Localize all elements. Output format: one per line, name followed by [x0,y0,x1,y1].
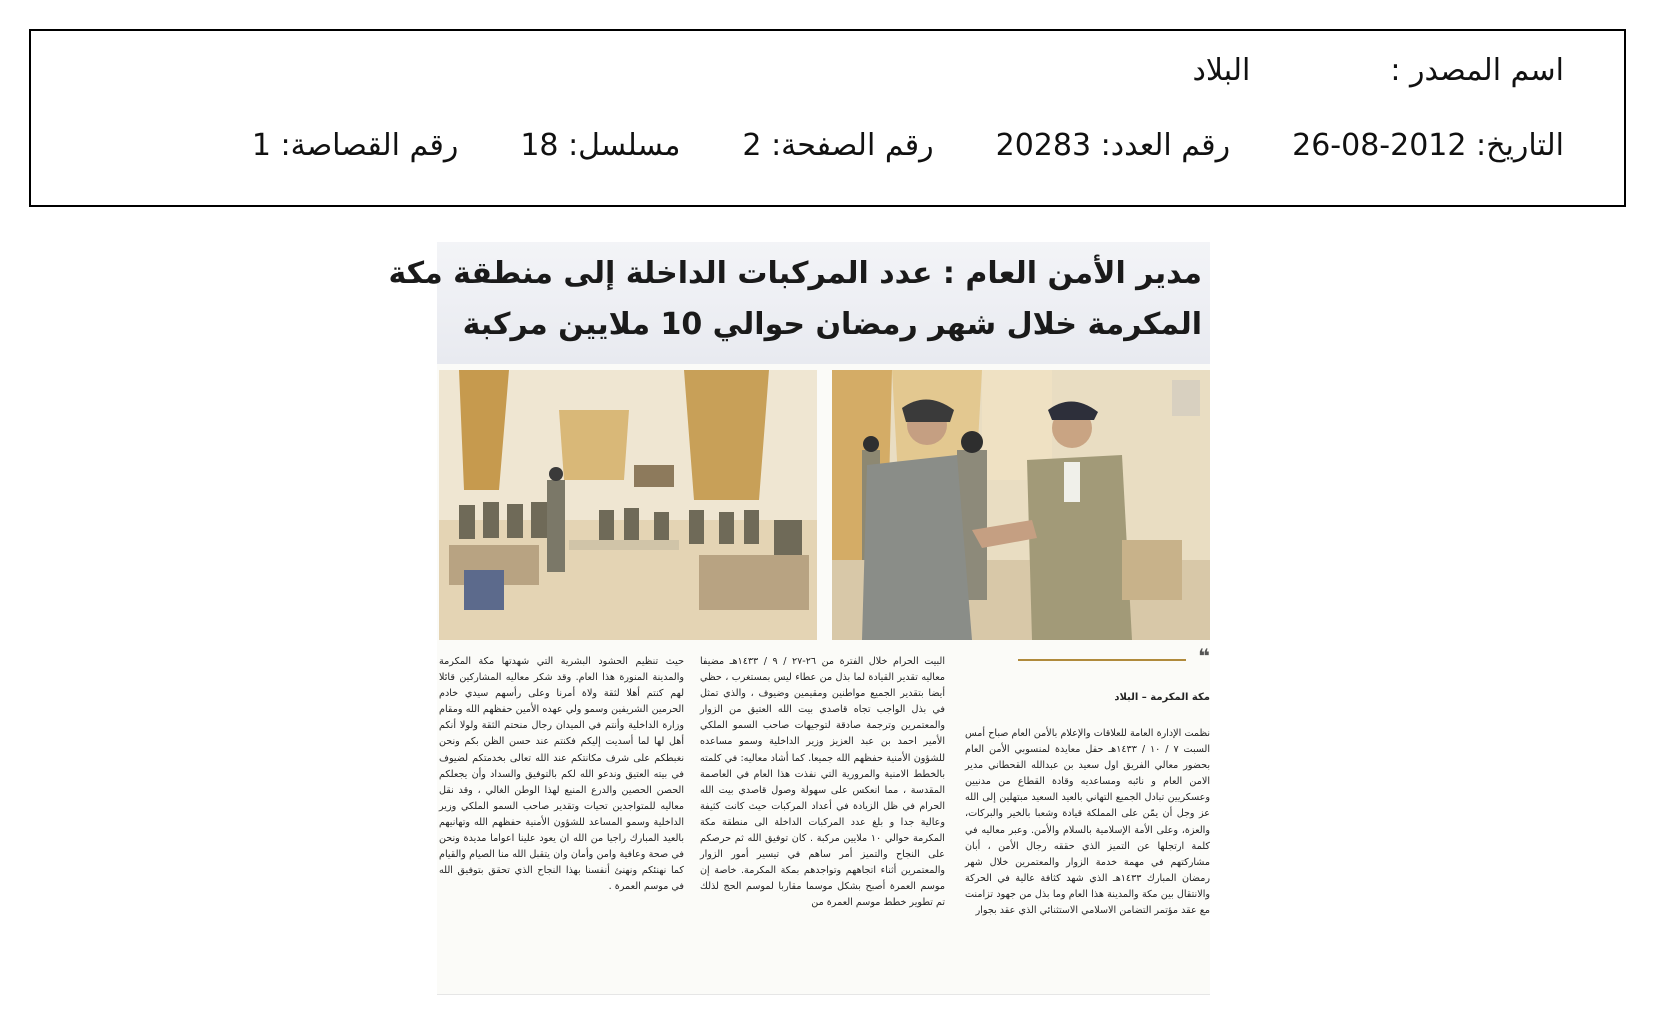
issue-field [996,128,1230,163]
source-info-box [29,29,1626,207]
article-body [437,644,1210,994]
accent-rule [1018,659,1186,661]
source-row [1193,53,1564,88]
source-value: البلاد [1192,53,1251,88]
article-column-left [439,654,684,895]
date-label: التاريخ: [1476,128,1564,163]
date-field [1292,128,1564,163]
clip-label: رقم القصاصة: [280,128,459,163]
quote-icon: ❝ [1198,644,1210,668]
byline: مكة المكرمة – البلاد [1114,692,1210,703]
newspaper-clipping [388,242,1210,994]
column-left-text: حيث تنظيم الحشود البشرية التي شهدتها مكة المكرمة والمدينة المنورة هذا العام. وقد شكر معاليه المشاركين قائلا لهم كنتم أهلا لثقة ولاة أمرنا وعلى رأسهم سيدي خادم الحرمين الشريفين وسمو ولي عهده الأمين حفظهم الله ومقام وزارة الداخلية وأنتم في الميدان رجال منحتم الثقة ولولا أنكم أهل لها لما أسديت إليكم فكنتم عند حسن الظن بكم ونحن نغبطكم على شرف مكانتكم عند الله تعالى بخدمتكم لضيوف في بيته العتيق وندعو الله لكم بالتوفيق والسداد وأن يجعلكم الحصن الحصين والدرع المنيع لهذا الوطن الغالي ، وقد نقل معاليه للمتواجدين تحيات وتقدير صاحب السمو الملكي وزير الداخلية وسمو المساعد للشؤون الأمنية حفظهم الله وتهانيهم بالعيد المبارك راجيا من الله ان يعود علينا اعواما مديدة ونحن في صحة وعافية وامن وأمان وان يتقبل الله منا الصيام والقيام كما نهنئكم ونهنئ أنفسنا بهذا النجاح الذي تحقق بتوفيق الله في موسم العمرة . [439,656,684,893]
serial-label: مسلسل: [568,128,681,163]
clip-field [252,128,458,163]
clip-value: 1 [251,128,271,163]
headline-line-2: المكرمة خلال شهر رمضان حوالي 10 ملايين مركبة [462,307,1202,342]
meeting-room-photo [439,370,817,640]
headline-banner [388,242,1210,364]
meeting-room-illustration [439,370,817,640]
article-column-middle [700,654,945,912]
page-field [742,128,933,163]
handshake-illustration [832,370,1210,640]
date-value: 26-08-2012 [1292,128,1467,163]
bottom-divider [437,994,1210,995]
serial-value: 18 [520,128,559,163]
column-right-text: نظمت الإدارة العامة للعلاقات والإعلام بالأمن العام صباح أمس السبت ٧ / ١٠ / ١٤٣٣هـ حفل معايدة لمنسوبي الأمن العام بحضور معالي الفريق اول سعيد بن عبدالله القحطاني مدير الامن العام و نائبه ومساعديه وقادة القطاع من مدنيين وعسكريين تبادل الجميع التهاني بالعيد السعيد مبتهلين إلى الله عز وجل أن يمّن على المملكة قيادة وشعبا بالخير والبركات، والعزة، وعلى الأمة الإسلامية بالسلام والأمن. وعبر معاليه في كلمة ارتجلها عن التميز الذي حققه رجال الأمن ، أبان مشاركتهم في مهمة خدمة الزوار والمعتمرين خلال شهر رمضان المبارك ١٤٣٣هـ الذي شهد كثافة عالية في الحركة والانتقال بين مكة والمدينة هذا العام وما بذل من جهود تزامنت مع عقد مؤتمر التضامن الاسلامي الاستثنائي الذي عقد بجوار [965,728,1210,917]
handshake-photo [832,370,1210,640]
issue-value: 20283 [995,128,1092,163]
column-middle-text: البيت الحرام خلال الفترة من ٢٦-٢٧ / ٩ / ١٤٣٣هـ مضيفا معاليه تقدير القيادة لما بذل من عطاء ليس بمستغرب ، حظي أيضا بتقدير الجميع مواطنين ومقيمين وضيوف ، والذي تمثل في بذل الواجب تجاه قاصدي بيت الله العتيق من الزوار والمعتمرين وترجمة صادقة لتوجيهات صاحب السمو الملكي الأمير احمد بن عبد العزيز وزير الداخلية وسمو مساعده للشؤون الأمنية حفظهم الله جميعا. كما أشاد معاليه: في كلمته بالخطط الامنية والمرورية التي نفذت هذا العام في العاصمة المقدسة ، مما انعكس على سهولة وصول قاصدي بيت الله الحرام في ظل الزيادة في أعداد المركبات حيث كانت كثيفة وعالية جدا و بلغ عدد المركبات الداخلة الى منطقة مكة المكرمة حوالي ١٠ ملايين مركبة . كان توفيق الله ثم حرصكم على النجاح والتميز أمر ساهم في تيسير أمور الزوار والمعتمرين أثناء اتجاههم وتواجدهم بمكة المكرمة. خاصة إن موسم العمرة أصبح بشكل موسما مقاربا لموسم الحج لذلك تم تطوير خطط موسم العمرة من [700,656,945,909]
headline-line-1: مدير الأمن العام : عدد المركبات الداخلة إلى منطقة مكة [388,256,1202,291]
page-value: 2 [742,128,762,163]
source-label: اسم المصدر : [1390,53,1564,88]
issue-label: رقم العدد: [1100,128,1231,163]
clip-info-row [252,128,1564,163]
page-label: رقم الصفحة: [771,128,934,163]
serial-field [520,128,680,163]
